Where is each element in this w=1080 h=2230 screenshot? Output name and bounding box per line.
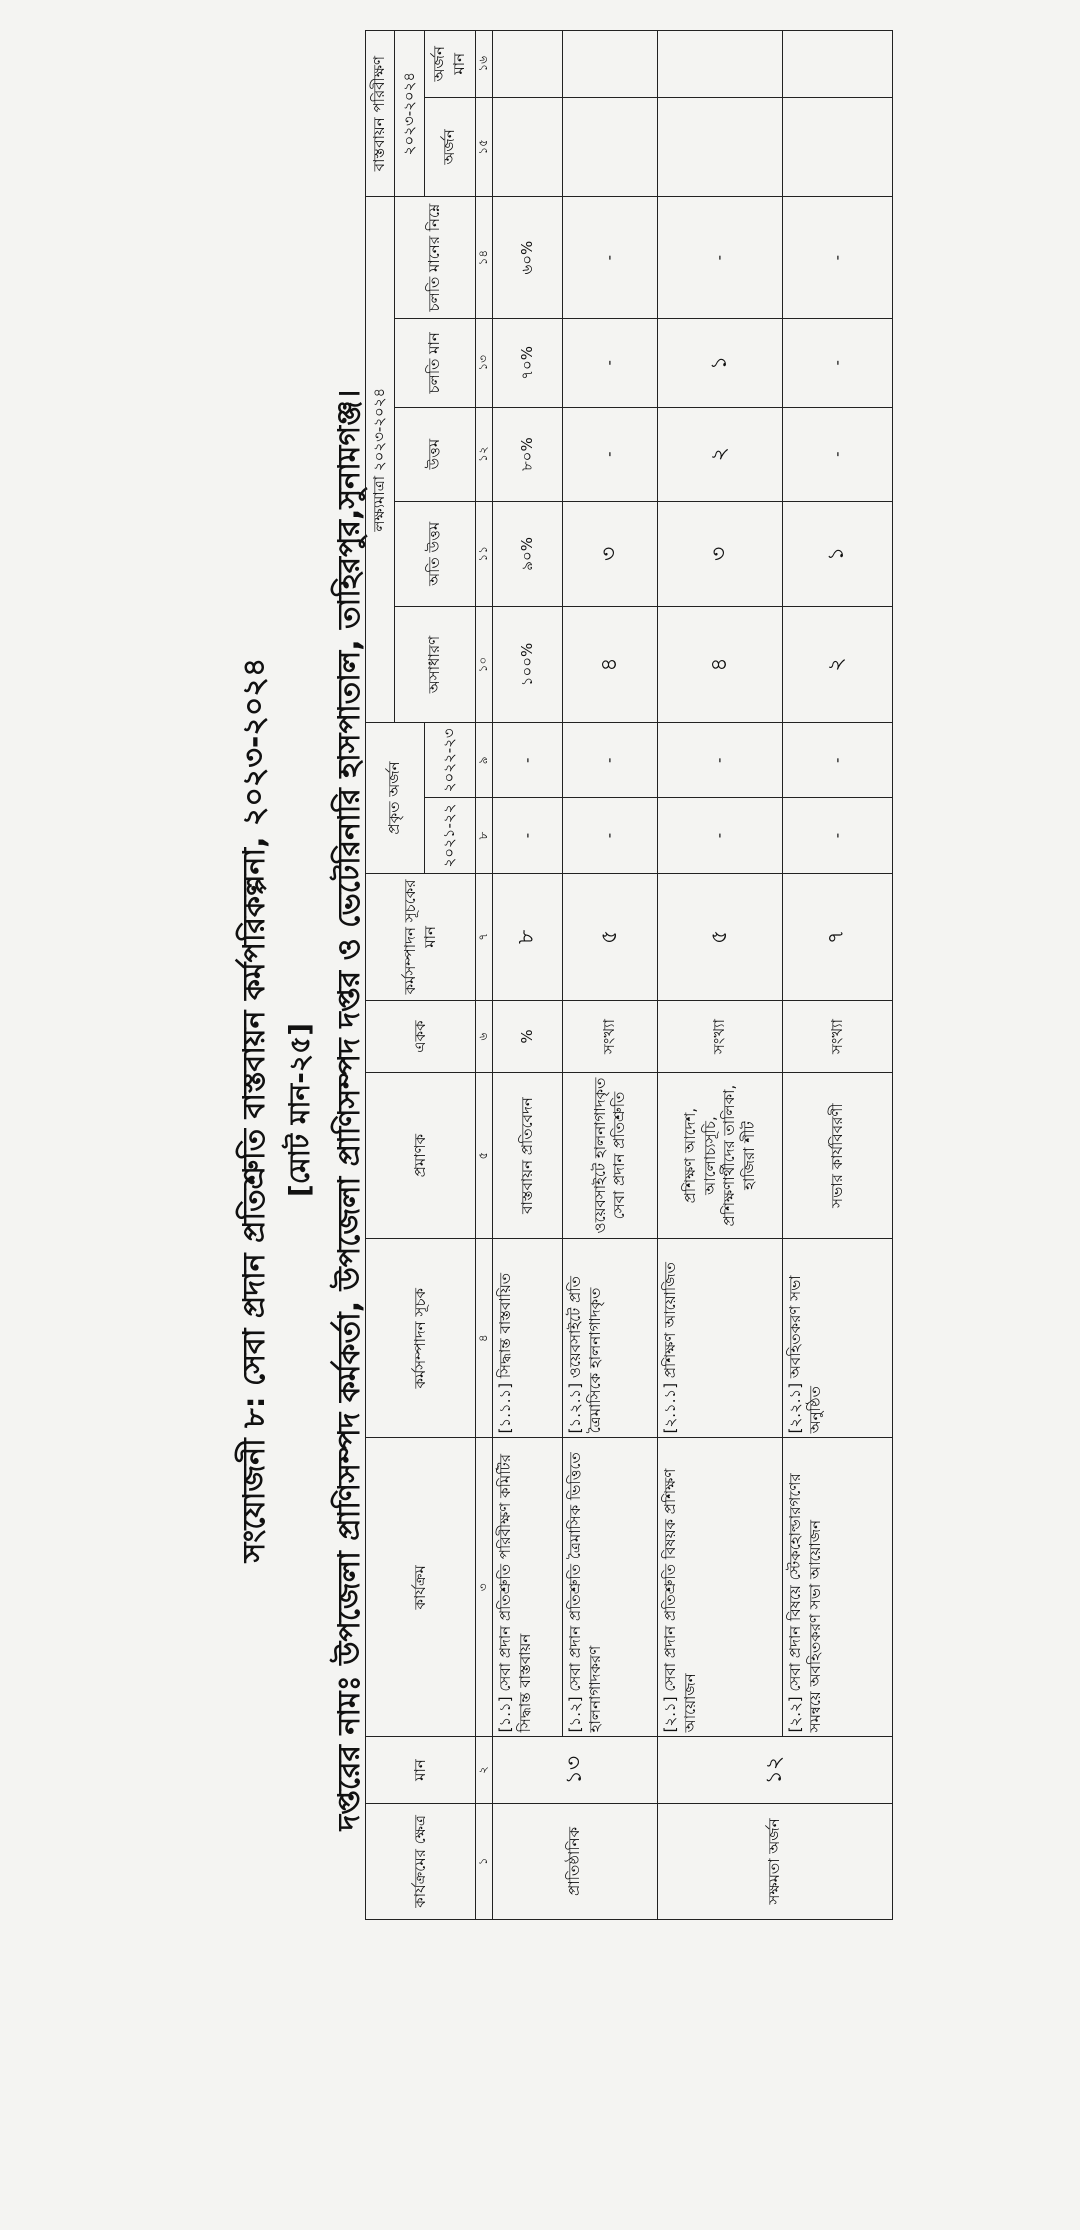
target-below-cell: -: [783, 197, 893, 319]
target-below-cell: ৬০%: [493, 197, 563, 319]
header-actual-y2: ২০২২-২৩: [424, 723, 475, 798]
table-row: [783, 31, 893, 1920]
area-institutional: প্রাতিষ্ঠানিক: [493, 1803, 658, 1919]
header-actual-y1: ২০২১-২২: [424, 798, 475, 873]
indicator-value-cell: ৮: [493, 873, 563, 1000]
header-area: কার্যক্রমের ক্ষেত্র: [366, 1803, 476, 1919]
column-index: ৩: [476, 1438, 493, 1737]
column-index: ৪: [476, 1239, 493, 1438]
target-excellent-cell: ৪: [563, 606, 658, 722]
column-index: ১৬: [476, 31, 493, 98]
header-fair: চলতি মান: [395, 319, 476, 408]
column-index: ১২: [476, 407, 493, 501]
column-index: ৬: [476, 1001, 493, 1073]
target-very-good-cell: ৩: [563, 501, 658, 606]
achievement-mark-cell: [563, 31, 658, 98]
achievement-cell: [783, 97, 893, 197]
column-index: ৯: [476, 723, 493, 798]
header-monitor: বাস্তবায়ন পরিবীক্ষণ: [366, 31, 395, 197]
evidence-cell: ওয়েবসাইটে হালনাগাদকৃত সেবা প্রদান প্রতিশ্রুতি: [563, 1073, 658, 1239]
target-fair-cell: -: [783, 319, 893, 408]
column-index: ৭: [476, 873, 493, 1000]
target-excellent-cell: ২: [783, 606, 893, 722]
column-index: ৮: [476, 798, 493, 873]
area-mark: ১২: [658, 1737, 893, 1803]
header-unit: একক: [366, 1001, 476, 1073]
header-achievement: অর্জন: [424, 97, 475, 197]
activity-cell: [২.১] সেবা প্রদান প্রতিশ্রুতি বিষয়ক প্রশিক্ষণ আয়োজন: [658, 1438, 783, 1737]
rotated-document: [20, 10, 1060, 2210]
target-good-cell: -: [783, 407, 893, 501]
target-very-good-cell: ১: [783, 501, 893, 606]
actual-y1-cell: -: [563, 798, 658, 873]
actual-y2-cell: -: [563, 723, 658, 798]
indicator-value-cell: ৫: [563, 873, 658, 1000]
header-target: লক্ষ্যমাত্রা ২০২৩-২০২৪: [366, 197, 395, 723]
indicator-cell: [১.২.১] ওয়েবসাইটে প্রতি ত্রৈমাসিকে হালনাগাদকৃত: [563, 1239, 658, 1438]
column-index: ২: [476, 1737, 493, 1803]
column-index: ১০: [476, 606, 493, 722]
document-title: সংযোজনী ৮: সেবা প্রদান প্রতিশ্রুতি বাস্তবায়ন কর্মপরিকল্পনা, ২০২৩-২০২৪: [237, 657, 272, 1563]
area-capacity: সক্ষমতা অর্জন: [658, 1803, 893, 1919]
target-excellent-cell: ৪: [658, 606, 783, 722]
indicator-value-cell: ৫: [658, 873, 783, 1000]
achievement-cell: [658, 97, 783, 197]
indicator-cell: [১.১.১] সিদ্ধান্ত বাস্তবায়িত: [493, 1239, 563, 1438]
actual-y2-cell: -: [493, 723, 563, 798]
actual-y2-cell: -: [658, 723, 783, 798]
header-activity: কার্যক্রম: [366, 1438, 476, 1737]
achievement-cell: [563, 97, 658, 197]
target-below-cell: -: [658, 197, 783, 319]
column-index: ৫: [476, 1073, 493, 1239]
table-row: [493, 31, 563, 1920]
actual-y1-cell: -: [658, 798, 783, 873]
achievement-mark-cell: [658, 31, 783, 98]
activity-cell: [২.২] সেবা প্রদান বিষয়ে স্টেকহোল্ডারগণের সমন্বয়ে অবহিতকরণ সভা আয়োজন: [783, 1438, 893, 1737]
header-below: চলতি মানের নিম্নে: [395, 197, 476, 319]
header-evidence: প্রমাণক: [366, 1073, 476, 1239]
office-name: দপ্তরের নামঃ উপজেলা প্রাণিসম্পদ কর্মকর্তা, উপজেলা প্রাণিসম্পদ দপ্তর ও ভেটেরিনারি হাসপাতাল, তাহিরপুর,সুনামগঞ্জ।: [332, 389, 367, 1831]
header-indicator: কর্মসম্পাদন সূচক: [366, 1239, 476, 1438]
header-very-good: অতি উত্তম: [395, 501, 476, 606]
achievement-cell: [493, 97, 563, 197]
achievement-mark-cell: [783, 31, 893, 98]
indicator-cell: [২.২.১] অবহিতকরণ সভা অনুষ্ঠিত: [783, 1239, 893, 1438]
actual-y1-cell: -: [493, 798, 563, 873]
table-row: [658, 31, 783, 1920]
target-very-good-cell: ৩: [658, 501, 783, 606]
actual-y1-cell: -: [783, 798, 893, 873]
target-fair-cell: ১: [658, 319, 783, 408]
target-good-cell: ৮০%: [493, 407, 563, 501]
header-indicator-value: কর্মসম্পাদন সূচকের মান: [366, 873, 476, 1000]
column-index: ১৫: [476, 97, 493, 197]
action-plan-table: [365, 30, 893, 1920]
unit-cell: %: [493, 1001, 563, 1073]
target-fair-cell: -: [563, 319, 658, 408]
unit-cell: সংখ্যা: [658, 1001, 783, 1073]
target-excellent-cell: ১০০%: [493, 606, 563, 722]
target-very-good-cell: ৯০%: [493, 501, 563, 606]
column-index: ১৩: [476, 319, 493, 408]
evidence-cell: প্রশিক্ষণ আদেশ, আলোচ্যসূচি, প্রশিক্ষণার্থীদের তালিকা, হাজিরা শীট: [658, 1073, 783, 1239]
area-mark: ১৩: [493, 1737, 658, 1803]
header-excellent: অসাধারণ: [395, 606, 476, 722]
unit-cell: সংখ্যা: [563, 1001, 658, 1073]
target-below-cell: -: [563, 197, 658, 319]
header-good: উত্তম: [395, 407, 476, 501]
column-index: ১: [476, 1803, 493, 1919]
unit-cell: সংখ্যা: [783, 1001, 893, 1073]
header-mark: মান: [366, 1737, 476, 1803]
header-monitor-year: ২০২৩-২০২৪: [395, 31, 424, 197]
column-index: ১১: [476, 501, 493, 606]
activity-cell: [১.২] সেবা প্রদান প্রতিশ্রুতি ত্রৈমাসিক ভিত্তিতে হালনাগাদকরণ: [563, 1438, 658, 1737]
target-good-cell: -: [563, 407, 658, 501]
evidence-cell: বাস্তবায়ন প্রতিবেদন: [493, 1073, 563, 1239]
total-mark: [মোট মান-২৫]: [283, 1023, 316, 1198]
column-index-row: [476, 31, 493, 1920]
header-achievement-mark: অর্জন মান: [424, 31, 475, 98]
achievement-mark-cell: [493, 31, 563, 98]
evidence-cell: সভার কার্যবিবরণী: [783, 1073, 893, 1239]
actual-y2-cell: -: [783, 723, 893, 798]
header-actual: প্রকৃত অর্জন: [366, 723, 425, 874]
activity-cell: [১.১] সেবা প্রদান প্রতিশ্রুতি পরিবীক্ষণ কমিটির সিদ্ধান্ত বাস্তবায়ন: [493, 1438, 563, 1737]
target-good-cell: ২: [658, 407, 783, 501]
table-row: [563, 31, 658, 1920]
target-fair-cell: ৭০%: [493, 319, 563, 408]
indicator-cell: [২.১.১] প্রশিক্ষণ আয়োজিত: [658, 1239, 783, 1438]
column-index: ১৪: [476, 197, 493, 319]
indicator-value-cell: ৭: [783, 873, 893, 1000]
